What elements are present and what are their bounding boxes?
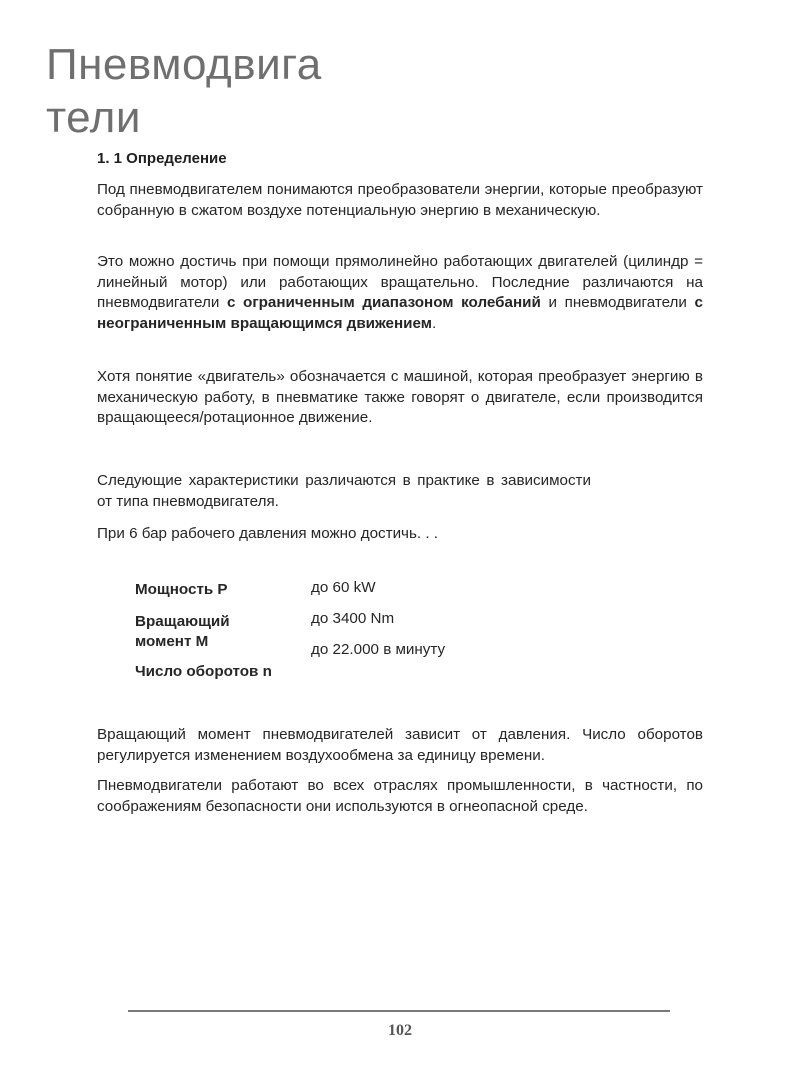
paragraph-characteristics-text: Следующие характеристики различаются в практике в зависимости от типа пневмодвигателя. <box>97 472 591 510</box>
paragraph-applications-text: Пневмодвигатели работают во всех отраслях промышленности, в частности, по соображениям безопасности они используются в огнеопасной среде. <box>97 777 703 815</box>
motor-types-end: . <box>432 314 437 332</box>
paragraph-pressure-text: При 6 бар рабочего давления можно достичь. . . <box>97 525 438 542</box>
page-title-line-1: Пневмодвига <box>46 40 322 89</box>
spec-label-speed: Число оборотов n <box>135 663 272 680</box>
page-title <box>46 38 346 144</box>
spec-value-speed: до 22.000 в минуту <box>311 641 446 658</box>
limited-range-term: с ограниченным диапазоном колебаний <box>226 294 541 311</box>
spec-value-power: до 60 kW <box>311 579 376 596</box>
page-number: 102 <box>388 1022 412 1039</box>
paragraph-motor-concept <box>97 367 703 429</box>
spec-value-torque: до 3400 Nm <box>311 610 395 627</box>
spec-label-torque: Вращающий момент M <box>135 613 230 650</box>
paragraph-definition-text: Под пневмодвигателем понимаются преобразователи энергии, которые преобразуют собранную в сжатом воздухе потенциальную энергию в механическую. <box>97 181 703 219</box>
spec-label-power: Мощность P <box>135 581 228 598</box>
paragraph-motor-types-text <box>97 252 703 334</box>
motor-types-connector: и пневмодвигатели <box>540 294 695 311</box>
footer-divider <box>128 1010 670 1012</box>
paragraph-motor-types <box>97 252 703 334</box>
specs-values-column <box>311 578 551 660</box>
unlimited-rotation-term: с неограниченным вращающимся движением <box>97 294 703 332</box>
motor-types-intro: Это можно достичь при помощи прямолинейно работающих двигателей (цилиндр = линейный мотор) или работающих вращательно. Последние различаются на пневмодвигатели <box>97 253 703 311</box>
paragraph-torque-text: Вращающий момент пневмодвигателей зависит от давления. Число оборотов регулируется изменением воздухообмена за единицу времени. <box>97 726 703 764</box>
specs-labels-column <box>135 578 305 682</box>
section-heading: 1. 1 Определение <box>97 150 227 167</box>
paragraph-torque <box>97 725 703 766</box>
paragraph-definition <box>97 180 703 221</box>
paragraph-applications <box>97 776 703 817</box>
paragraph-characteristics <box>97 471 591 512</box>
paragraph-motor-concept-text: Хотя понятие «двигатель» обозначается с машиной, которая преобразует энергию в механическую работу, в пневматике также говорят о двигателе, если производится вращающееся/ротационное движение. <box>97 368 703 426</box>
page-title-line-2: тели <box>46 93 141 142</box>
paragraph-pressure <box>97 524 703 545</box>
